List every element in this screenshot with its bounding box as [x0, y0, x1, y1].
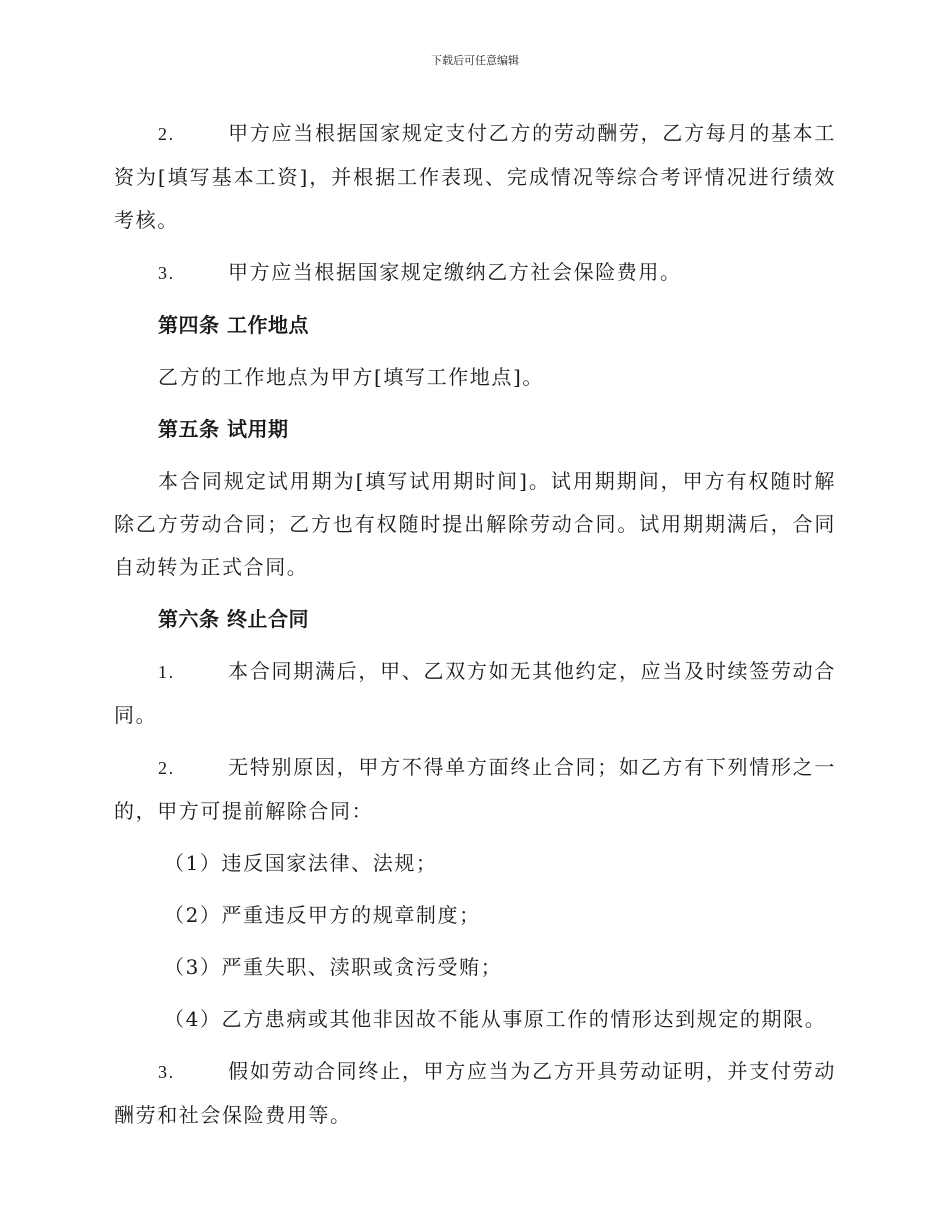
clause-number: 3.	[158, 1062, 175, 1082]
body-paragraph: 乙方的工作地点为甲方[填写工作地点]。	[158, 365, 545, 389]
clause-paragraph	[114, 1050, 836, 1137]
list-item: （2）严重违反甲方的规章制度；	[164, 903, 481, 927]
list-item: （3）严重失职、渎职或贪污受贿；	[164, 955, 503, 979]
article-heading: 第五条 试用期	[158, 417, 289, 441]
clause-paragraph	[114, 251, 836, 295]
list-item: （1）违反国家法律、法规；	[164, 851, 438, 875]
clause-text: 无特别原因，甲方不得单方面终止合同；如乙方有下列情形之一的，甲方可提前解除合同：	[114, 755, 836, 823]
clause-text: 假如劳动合同终止，甲方应当为乙方开具劳动证明，并支付劳动酬劳和社会保险费用等。	[114, 1059, 836, 1127]
clause-text: 本合同期满后，甲、乙双方如无其他约定，应当及时续签劳动合同。	[114, 659, 836, 727]
body-paragraph: 本合同规定试用期为[填写试用期时间]。试用期期间，甲方有权随时解除乙方劳动合同；乙方也有权随时提出解除劳动合同。试用期期满后，合同自动转为正式合同。	[114, 469, 836, 579]
article-heading: 第四条 工作地点	[158, 313, 309, 337]
list-item: （4）乙方患病或其他非因故不能从事原工作的情形达到规定的期限。	[164, 1007, 827, 1031]
page-header: 下载后可任意编辑	[431, 54, 519, 67]
clause-paragraph	[114, 650, 836, 737]
clause-text: 甲方应当根据国家规定支付乙方的劳动酬劳，乙方每月的基本工资为[填写基本工资]，并根据工作表现、完成情况等综合考评情况进行绩效考核。	[114, 121, 836, 232]
clause-number: 3.	[158, 263, 175, 283]
article-heading: 第六条 终止合同	[158, 607, 309, 631]
clause-text: 甲方应当根据国家规定缴纳乙方社会保险费用。	[228, 260, 682, 284]
clause-number: 2.	[158, 124, 175, 144]
clause-paragraph	[114, 112, 836, 242]
clause-number: 1.	[158, 662, 175, 682]
clause-paragraph	[114, 746, 836, 833]
document-body	[114, 112, 836, 1146]
clause-number: 2.	[158, 758, 175, 778]
